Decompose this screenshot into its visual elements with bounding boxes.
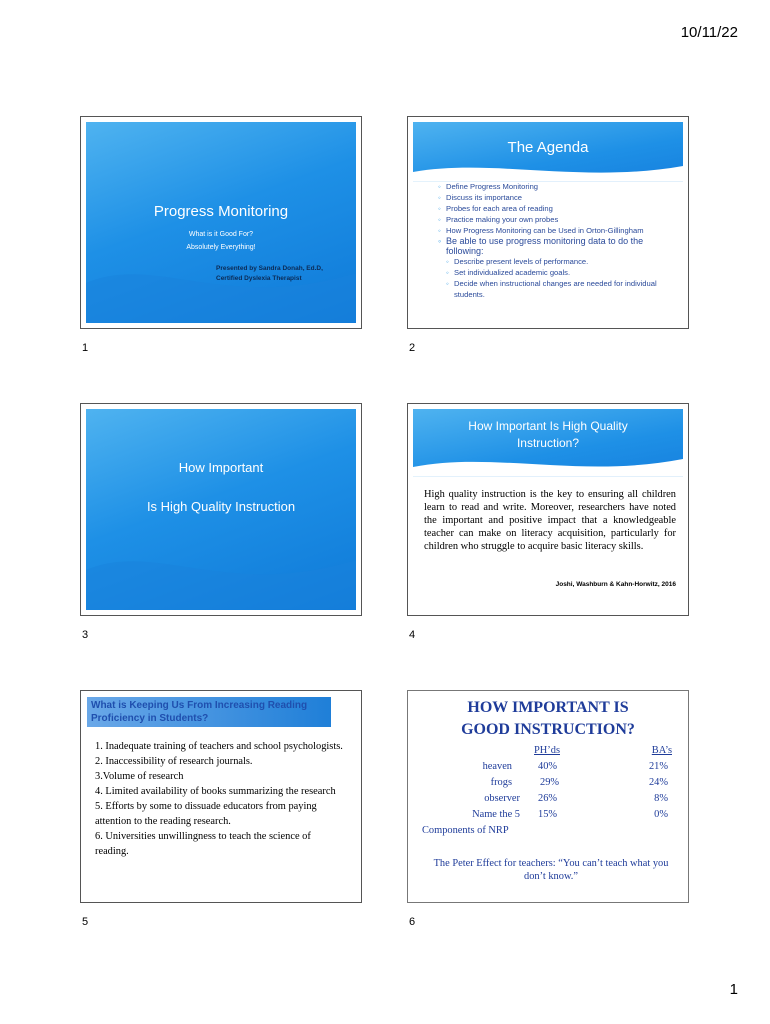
slide-title: Progress Monitoring xyxy=(153,203,289,220)
slide-6 xyxy=(407,690,689,903)
table-header xyxy=(408,745,689,761)
wave-decoration xyxy=(413,158,683,182)
list-subitem: ◦ Set individualized academic goals. xyxy=(438,267,670,278)
list-item: 3.Volume of research xyxy=(95,771,184,782)
list-item: ◦ Probes for each area of reading xyxy=(438,203,670,214)
cell-value: 15% xyxy=(538,809,558,820)
results-table xyxy=(408,745,689,841)
cell-value: 0% xyxy=(654,809,668,820)
slide-title: The Agenda xyxy=(507,139,589,156)
presenter: Presented by Sandra Donah, Ed.D, xyxy=(216,265,323,272)
slide-subtitle: Absolutely Everything! xyxy=(186,244,256,251)
table-row xyxy=(408,777,689,793)
agenda-list xyxy=(438,181,670,300)
cell-value: 40% xyxy=(538,761,558,772)
list-item: ◦ Define Progress Monitoring xyxy=(438,181,670,192)
cell-value: 8% xyxy=(654,793,668,804)
table-row xyxy=(408,793,689,809)
list-item: ◦ How Progress Monitoring can be Used in Orton-Gillingham xyxy=(438,225,670,236)
slide-title: How Important Is High Quality Instruction? xyxy=(468,419,628,450)
citation: Joshi, Washburn & Kahn-Horwitz, 2016 xyxy=(555,581,676,588)
reasons-list xyxy=(95,739,345,859)
column-header: BA’s xyxy=(651,745,672,756)
wave-decoration xyxy=(86,530,356,610)
slide-subtitle: What is it Good For? xyxy=(188,231,254,238)
slide-number: 3 xyxy=(82,629,89,641)
slide-1 xyxy=(80,116,362,329)
list-item: 6. Universities unwillingness to teach the science of reading. xyxy=(95,831,311,857)
slide-2 xyxy=(407,116,689,329)
cell-value: 29% xyxy=(540,777,560,788)
slide-number: 4 xyxy=(409,629,416,641)
slide-title: How Important xyxy=(178,460,264,475)
wave-decoration xyxy=(86,243,356,323)
slide-4 xyxy=(407,403,689,616)
list-item: 4. Limited availability of books summarizing the research xyxy=(95,786,336,797)
header-date: 10/11/22 xyxy=(680,24,738,41)
slide-number: 6 xyxy=(409,916,416,928)
table-row xyxy=(408,761,689,777)
slide-number: 2 xyxy=(409,342,416,354)
table-row xyxy=(408,825,689,841)
list-subitem: ◦ Decide when instructional changes are needed for individual students. xyxy=(438,278,670,300)
row-label: observer xyxy=(484,793,520,804)
row-label: heaven xyxy=(482,761,512,772)
slide-3 xyxy=(80,403,362,616)
cell-value: 21% xyxy=(648,761,668,772)
table-row xyxy=(408,809,689,825)
row-label: frogs xyxy=(490,777,512,788)
list-item: ◦ Discuss its importance xyxy=(438,192,670,203)
slide-number: 5 xyxy=(82,916,89,928)
slide-background xyxy=(86,122,356,323)
row-label: Components of NRP xyxy=(422,825,509,836)
list-item: 1. Inadequate training of teachers and school psychologists. xyxy=(95,741,343,752)
list-item: 2. Inaccessibility of research journals. xyxy=(95,756,253,767)
slide-title: What is Keeping Us From Increasing Reading Proficiency in Students? xyxy=(87,697,331,727)
slide-title: HOW IMPORTANT IS GOOD INSTRUCTION? xyxy=(461,699,635,738)
wave-decoration xyxy=(413,451,683,477)
slide-title: Is High Quality Instruction xyxy=(146,499,296,514)
column-header: PH’ds xyxy=(534,745,560,756)
row-label: Name the 5 xyxy=(472,809,520,820)
page-number: 1 xyxy=(729,981,738,998)
list-item: ◦ Be able to use progress monitoring data to do the following: xyxy=(438,236,670,256)
slide-footer-quote: The Peter Effect for teachers: “You can’t teach what you don’t know.” xyxy=(433,858,669,882)
slide-number: 1 xyxy=(82,342,89,354)
list-subitem: ◦ Describe present levels of performance. xyxy=(438,256,670,267)
presenter: Certified Dyslexia Therapist xyxy=(216,275,302,282)
slide-5 xyxy=(80,690,362,903)
list-item: ◦ Practice making your own probes xyxy=(438,214,670,225)
slide-body: High quality instruction is the key to ensuring all children learn to read and write. Moreover, researchers have noted the important and positive impact that a knowledgeable teacher can make on literacy acquisition, particularly for children who struggle to acquire basic literacy skills. xyxy=(424,489,676,552)
cell-value: 24% xyxy=(648,777,668,788)
cell-value: 26% xyxy=(538,793,558,804)
list-item: 5. Efforts by some to dissuade educators from paying attention to the reading research. xyxy=(95,801,317,827)
